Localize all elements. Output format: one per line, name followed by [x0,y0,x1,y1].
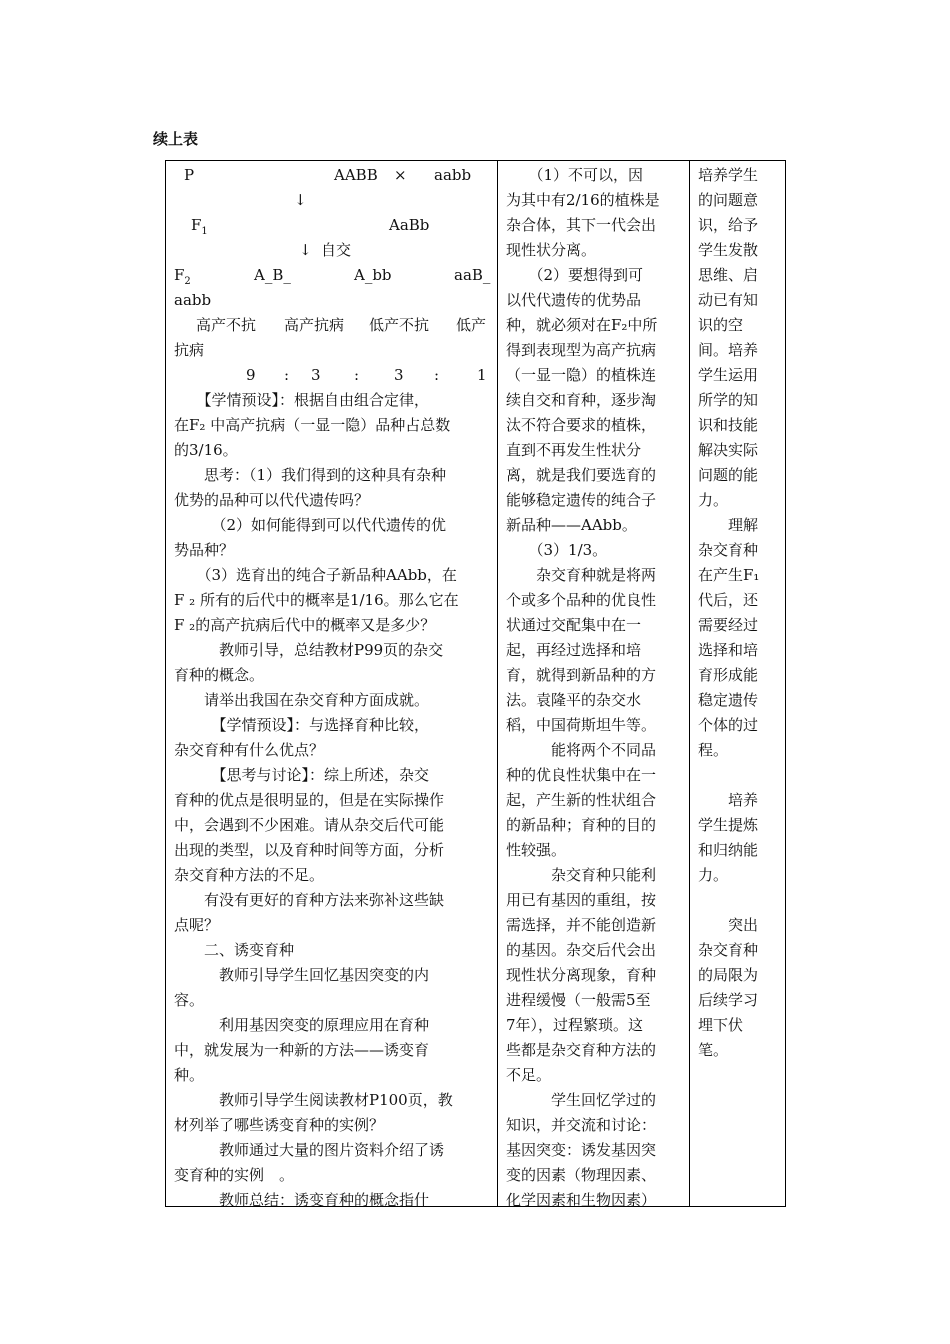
text-line: 个体的过 [698,716,759,734]
text-line: （2）要想得到可 [506,266,644,284]
text-line: 法。袁隆平的杂交水 [506,691,642,709]
text-line: 新品种——AAbb。 [506,516,637,534]
down-arrow-icon: ↓ [294,191,307,209]
phenotype-row-cont [174,338,492,363]
f1-genotype: AaBb [389,216,430,234]
text-line: 杂交育种 [698,541,759,559]
text-line: 学生运用 [698,366,759,384]
text-line: 教师通过大量的图片资料介绍了诱 [174,1141,445,1159]
f2-genotype: A_bb [354,266,392,284]
phenotype-row [174,313,492,338]
text-line: 种，就必须对在F₂中所 [506,316,658,334]
text-line: 中，就发展为一种新的方法——诱变育 [174,1041,430,1059]
f1-label: $F_1$ [191,216,208,237]
phenotype-label: 高产不抗 [196,316,257,334]
text-line: 思维、启 [698,266,759,284]
selfing-row [174,238,492,263]
text-line: 优势的品种可以代代遗传吗？ [174,491,370,509]
ratio-colon: : [354,366,360,384]
text-line: 识，给予 [698,216,759,234]
text-line: 埋下伏 [698,1016,744,1034]
text-line: 起，产生新的性状组合 [506,791,657,809]
text-line: 育种的优点是很明显的，但是在实际操作 [174,791,445,809]
text-line: 学生发散 [698,241,759,259]
text-line: 请举出我国在杂交育种方面成就。 [174,691,430,709]
text-line: 笔。 [698,1041,729,1059]
text-line: 进程缓慢（一般需5至 [506,991,651,1009]
text-line: 势品种？ [174,541,235,559]
text-line: 识和技能 [698,416,759,434]
text-line: 些都是杂交育种方法的 [506,1041,657,1059]
text-line: 【学情预设】：与选择育种比较， [174,716,430,734]
text-line: 的局限为 [698,966,759,984]
text-line: 直到不再发生性状分 [506,441,642,459]
parent-genotype-1: AABB [334,166,378,184]
text-line: 程。 [698,741,729,759]
text-line: 基因突变：诱发基因突 [506,1141,657,1159]
text-line: （一显一隐）的植株连 [506,366,657,384]
text-line: 学生回忆学过的 [506,1091,657,1109]
text-line: 杂交育种就是将两 [506,566,657,584]
cross-symbol: × [394,166,407,184]
text-line: 出现的类型，以及育种时间等方面，分析 [174,841,445,859]
lesson-table [165,160,786,1207]
text-line: 续自交和育种，逐步淘 [506,391,657,409]
text-line: 教师引导学生阅读教材P100页，教 [174,1091,453,1109]
text-line: 【学情预设】：根据自由组合定律， [174,391,430,409]
text-line [698,763,772,788]
text-line: 得到表现型为高产抗病 [506,341,657,359]
text-line: 杂交育种只能利 [506,866,657,884]
text-line: 变育种的实例 。 [174,1166,295,1184]
text-line: 识的空 [698,316,744,334]
text-line: 点呢？ [174,916,220,934]
text-line: 起，再经过选择和培 [506,641,642,659]
text-line: 育种的概念。 [174,666,265,684]
ratio-value: 9 [246,366,256,384]
ratio-value: 1 [477,366,487,384]
text-line: 育，就得到新品种的方 [506,666,657,684]
text-line: 力。 [698,491,729,509]
text-line: 杂交育种 [698,941,759,959]
text-line: 有没有更好的育种方法来弥补这些缺 [174,891,445,909]
text-line: （3）1/3。 [506,541,608,559]
text-line: 能够稳定遗传的纯合子 [506,491,657,509]
f2-genotype-row-cont [174,288,492,313]
selfing-label: 自交 [321,241,352,259]
text-line: 现性状分离。 [506,241,597,259]
text-line: （3）选育出的纯合子新品种AAbb，在 [174,566,457,584]
ratio-value: 3 [311,366,321,384]
text-line: 间。培养 [698,341,759,359]
ratio-row [174,363,492,388]
text-line: 稳定遗传 [698,691,759,709]
text-line: 培养 [698,791,759,809]
phenotype-label: 抗病 [174,341,205,359]
down-arrow-icon: ↓ [299,241,312,259]
text-line: 问题的能 [698,466,759,484]
text-line: 化学因素和生物因素） [506,1191,657,1209]
f2-genotype: aabb [174,291,212,309]
text-line: 需选择，并不能创造新 [506,916,657,934]
text-line: 在F₂ 中高产抗病（一显一隐）品种占总数 [174,416,451,434]
text-line: 二、诱变育种 [174,941,295,959]
text-line: 突出 [698,916,759,934]
text-line: 杂合体，其下一代会出 [506,216,657,234]
phenotype-label: 低产 [456,316,487,334]
text-line: 容。 [174,991,205,1009]
text-line: 和归纳能 [698,841,759,859]
phenotype-label: 高产抗病 [284,316,345,334]
text-line: 为其中有2/16的植株是 [506,191,660,209]
text-line: 力。 [698,866,729,884]
text-line: 的问题意 [698,191,759,209]
text-line: 利用基因突变的原理应用在育种 [174,1016,430,1034]
text-line: 离，就是我们要选育的 [506,466,657,484]
text-line: 选择和培 [698,641,759,659]
text-line: 用已有基因的重组，按 [506,891,657,909]
text-line: 不足。 [506,1066,552,1084]
text-line: 知识，并交流和讨论： [506,1116,657,1134]
text-line: 教师引导学生回忆基因突变的内 [174,966,430,984]
text-line: 汰不符合要求的植株， [506,416,657,434]
column-divider [497,161,498,1206]
p-label: P [184,166,195,184]
text-line: 稻，中国荷斯坦牛等。 [506,716,657,734]
text-line: 理解 [698,516,759,534]
text-line: （2）如何能得到可以代代遗传的优 [174,516,447,534]
text-line: 的3/16。 [174,441,238,459]
ratio-value: 3 [394,366,404,384]
text-line: 材列举了哪些诱变育种的实例？ [174,1116,385,1134]
teacher-activity-column [174,163,492,1213]
f1-row [174,213,492,238]
text-line: 思考：（1）我们得到的这种具有杂种 [174,466,447,484]
cross-parents-row [174,163,492,188]
f2-genotype-row [174,263,492,288]
text-line: 的基因。杂交后代会出 [506,941,657,959]
cross-arrow-row [174,188,492,213]
text-line: 培养学生 [698,166,759,184]
text-line: 后续学习 [698,991,759,1009]
text-line: 以代代遗传的优势品 [506,291,642,309]
text-line: 教师总结：诱变育种的概念指什 [174,1191,430,1209]
parent-genotype-2: aabb [434,166,472,184]
text-line: 变的因素（物理因素、 [506,1166,657,1184]
text-line: 现性状分离现象，育种 [506,966,657,984]
text-line: 能将两个不同品 [506,741,657,759]
text-line: 7年），过程繁琐。这 [506,1016,644,1034]
text-line: 的新品种；育种的目的 [506,816,657,834]
text-line: 需要经过 [698,616,759,634]
f2-label: $F_2$ [174,266,191,287]
text-line: 教师引导，总结教材P99页的杂交 [174,641,444,659]
text-line: 学生提炼 [698,816,759,834]
continued-table-heading: 续上表 [153,130,199,148]
column-divider [689,161,690,1206]
text-line: 杂交育种有什么优点？ [174,741,325,759]
text-line: （1）不可以，因 [506,166,644,184]
text-line: 动已有知 [698,291,759,309]
design-intent-column [698,163,772,1063]
text-line: 育形成能 [698,666,759,684]
f2-genotype: A_B_ [254,266,291,284]
text-line: 【思考与讨论】：综上所述，杂交 [174,766,430,784]
phenotype-label: 低产不抗 [369,316,430,334]
text-line: 种的优良性状集中在一 [506,766,657,784]
text-line: 杂交育种方法的不足。 [174,866,325,884]
ratio-colon: : [284,366,290,384]
f2-genotype: aaB_ [454,266,491,284]
text-line: 所学的知 [698,391,759,409]
text-line: 性较强。 [506,841,567,859]
text-line: 在产生F₁ [698,566,760,584]
text-line: F ₂ 所有的后代中的概率是1/16。那么它在 [174,591,459,609]
text-line [698,888,772,913]
text-line: 代后，还 [698,591,759,609]
text-line: 个或多个品种的优良性 [506,591,657,609]
text-line: 种。 [174,1066,205,1084]
text-line: 状通过交配集中在一 [506,616,642,634]
ratio-colon: : [434,366,440,384]
text-line: F ₂的高产抗病后代中的概率又是多少？ [174,616,436,634]
text-line: 解决实际 [698,441,759,459]
text-line: 中，会遇到不少困难。请从杂交后代可能 [174,816,445,834]
student-activity-column [506,163,681,1213]
